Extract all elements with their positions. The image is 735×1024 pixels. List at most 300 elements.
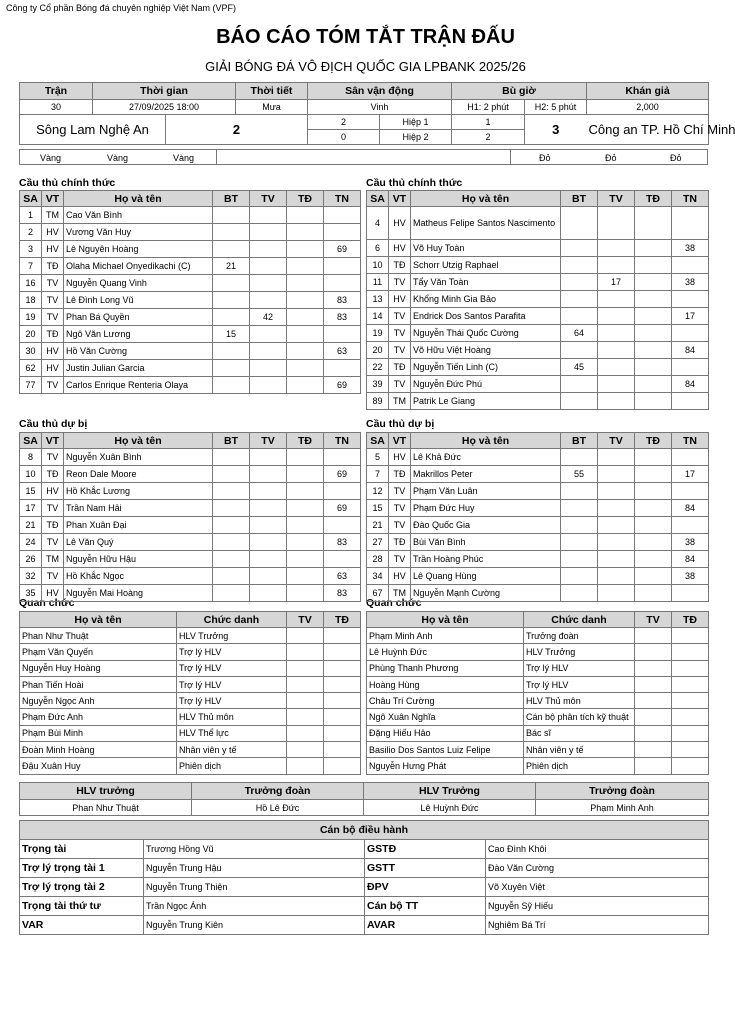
home-head-coach: Phan Như Thuật xyxy=(20,800,192,816)
col-header-red: TĐ xyxy=(287,191,324,207)
official-red xyxy=(672,742,709,758)
official-role: Trợ lý HLV xyxy=(177,693,287,709)
official-role-right: GSTĐ xyxy=(365,840,486,859)
official-name: Lê Huỳnh Đức xyxy=(367,644,524,660)
official-role: Trưởng đoàn xyxy=(524,628,635,644)
official-col-header-name: Họ và tên xyxy=(367,612,524,628)
official-name: Nguyễn Hưng Phát xyxy=(367,758,524,774)
official-yellow xyxy=(287,628,324,644)
official-name-left: Nguyễn Trung Thiện xyxy=(144,878,365,897)
home-yellow-card-1: Vàng xyxy=(40,153,62,163)
official-col-header-yellow: TV xyxy=(287,612,324,628)
player-goal xyxy=(213,292,250,309)
player-sub xyxy=(324,551,361,568)
official-name: Phan Như Thuật xyxy=(20,628,177,644)
match-officials-title: Cán bộ điều hành xyxy=(20,821,709,840)
player-row xyxy=(367,207,709,240)
official-role: Trợ lý HLV xyxy=(524,660,635,676)
official-row xyxy=(20,758,361,774)
player-name: Vương Văn Huy xyxy=(64,224,213,241)
player-position: HV xyxy=(389,240,411,257)
player-sub: 84 xyxy=(672,500,709,517)
official-red xyxy=(672,709,709,725)
player-name: Cao Văn Bình xyxy=(64,207,213,224)
player-sub xyxy=(672,359,709,376)
player-row xyxy=(20,309,361,326)
official-role: Bác sĩ xyxy=(524,725,635,741)
player-row xyxy=(20,207,361,224)
player-number: 89 xyxy=(367,393,389,410)
player-red xyxy=(635,449,672,466)
player-red xyxy=(635,585,672,602)
player-red xyxy=(287,551,324,568)
player-yellow xyxy=(250,207,287,224)
official-yellow xyxy=(287,676,324,692)
player-red xyxy=(287,500,324,517)
player-name: Nguyễn Tiến Linh (C) xyxy=(411,359,561,376)
player-sub xyxy=(672,393,709,410)
player-name: Reon Dale Moore xyxy=(64,466,213,483)
half1-label: Hiệp 1 xyxy=(380,115,452,130)
player-position: TV xyxy=(389,308,411,325)
player-yellow xyxy=(250,377,287,394)
player-number: 35 xyxy=(20,585,42,602)
col-header-position: VT xyxy=(389,191,411,207)
player-number: 17 xyxy=(20,500,42,517)
player-row xyxy=(367,483,709,500)
player-yellow xyxy=(598,534,635,551)
player-row xyxy=(367,551,709,568)
official-role: HLV Thủ môn xyxy=(524,693,635,709)
player-position: HV xyxy=(42,224,64,241)
player-goal xyxy=(561,585,598,602)
home-starters-table xyxy=(19,190,361,394)
player-row xyxy=(367,500,709,517)
player-name: Carlos Enrique Renteria Olaya xyxy=(64,377,213,394)
player-number: 30 xyxy=(20,343,42,360)
player-goal xyxy=(561,449,598,466)
official-name: Châu Trí Cường xyxy=(367,693,524,709)
player-position: TĐ xyxy=(389,257,411,274)
col-header-red: TĐ xyxy=(635,433,672,449)
player-sub: 17 xyxy=(672,466,709,483)
col-header-red: TĐ xyxy=(635,191,672,207)
official-row xyxy=(20,693,361,709)
official-row xyxy=(20,660,361,676)
official-row xyxy=(20,725,361,741)
player-name: Ngô Văn Lương xyxy=(64,326,213,343)
official-name-right: Nguyễn Sỹ Hiếu xyxy=(486,897,709,916)
away-officials-table xyxy=(366,611,709,775)
player-red xyxy=(635,308,672,325)
player-row xyxy=(367,359,709,376)
official-red xyxy=(324,709,361,725)
col-header-sub: TN xyxy=(672,433,709,449)
player-position: TV xyxy=(42,500,64,517)
home-officials-title: Quan chức xyxy=(19,597,75,609)
official-role-right: ĐPV xyxy=(365,878,486,897)
player-red xyxy=(635,483,672,500)
player-position: HV xyxy=(42,585,64,602)
away-h1-score: 1 xyxy=(452,115,525,130)
official-row xyxy=(20,709,361,725)
player-red xyxy=(287,483,324,500)
player-red xyxy=(287,207,324,224)
player-position: HV xyxy=(42,360,64,377)
player-name: Phan Bá Quyền xyxy=(64,309,213,326)
official-yellow xyxy=(635,660,672,676)
player-sub xyxy=(672,517,709,534)
player-red xyxy=(635,517,672,534)
player-yellow xyxy=(250,517,287,534)
official-col-header-role: Chức danh xyxy=(177,612,287,628)
player-name: Hồ Khắc Ngọc xyxy=(64,568,213,585)
player-name: Phạm Văn Luân xyxy=(411,483,561,500)
official-role: Nhân viên y tế xyxy=(177,742,287,758)
player-yellow xyxy=(250,500,287,517)
official-name: Phạm Văn Quyến xyxy=(20,644,177,660)
official-row xyxy=(20,742,361,758)
officials-row xyxy=(20,859,709,878)
player-goal xyxy=(213,534,250,551)
official-row xyxy=(367,725,709,741)
player-red xyxy=(635,534,672,551)
official-yellow xyxy=(635,628,672,644)
official-red xyxy=(672,758,709,774)
player-sub xyxy=(324,207,361,224)
player-sub: 83 xyxy=(324,534,361,551)
player-yellow xyxy=(250,585,287,602)
official-yellow xyxy=(635,709,672,725)
player-position: TV xyxy=(389,483,411,500)
player-number: 20 xyxy=(367,342,389,359)
player-sub: 69 xyxy=(324,377,361,394)
player-yellow xyxy=(250,258,287,275)
official-role: Phiên dịch xyxy=(177,758,287,774)
official-red xyxy=(672,660,709,676)
player-red xyxy=(287,568,324,585)
player-position: TV xyxy=(42,292,64,309)
player-goal xyxy=(213,207,250,224)
player-number: 6 xyxy=(367,240,389,257)
player-position: TV xyxy=(42,309,64,326)
match-info-table xyxy=(19,82,735,145)
player-row xyxy=(20,517,361,534)
official-name-right: Nghiêm Bá Trí xyxy=(486,916,709,935)
player-row xyxy=(20,241,361,258)
player-sub xyxy=(324,517,361,534)
player-goal xyxy=(561,517,598,534)
home-head-coach-header: HLV trưởng xyxy=(20,783,192,800)
league-subtitle: GIẢI BÓNG ĐÁ VÔ ĐỊCH QUỐC GIA LPBANK 2025/26 xyxy=(205,59,526,74)
official-name: Ngô Xuân Nghĩa xyxy=(367,709,524,725)
player-name: Tẩy Văn Toàn xyxy=(411,274,561,291)
player-red xyxy=(287,585,324,602)
player-number: 10 xyxy=(20,466,42,483)
official-role-left: Trọng tài xyxy=(20,840,144,859)
official-red xyxy=(324,628,361,644)
player-number: 77 xyxy=(20,377,42,394)
player-goal xyxy=(561,393,598,410)
player-sub: 17 xyxy=(672,308,709,325)
player-number: 34 xyxy=(367,568,389,585)
player-name: Khổng Minh Gia Bảo xyxy=(411,291,561,308)
official-yellow xyxy=(635,725,672,741)
player-name: Bùi Văn Bình xyxy=(411,534,561,551)
player-number: 26 xyxy=(20,551,42,568)
player-goal xyxy=(213,241,250,258)
player-yellow xyxy=(250,292,287,309)
official-red xyxy=(324,693,361,709)
official-yellow xyxy=(287,758,324,774)
player-red xyxy=(635,274,672,291)
official-red xyxy=(672,644,709,660)
official-name-right: Võ Xuyên Việt xyxy=(486,878,709,897)
player-name: Nguyễn Mai Hoàng xyxy=(64,585,213,602)
player-red xyxy=(287,517,324,534)
official-yellow xyxy=(635,676,672,692)
player-row xyxy=(20,568,361,585)
player-red xyxy=(635,359,672,376)
header-added-time: Bù giờ xyxy=(452,83,587,100)
player-sub: 83 xyxy=(324,585,361,602)
player-red xyxy=(287,326,324,343)
official-row xyxy=(20,628,361,644)
player-position: HV xyxy=(42,483,64,500)
official-role: HLV Trưởng xyxy=(177,628,287,644)
official-name-left: Nguyễn Trung Kiên xyxy=(144,916,365,935)
official-red xyxy=(324,742,361,758)
official-red xyxy=(672,676,709,692)
player-red xyxy=(287,377,324,394)
player-name: Olaha Michael Onyedikachi (C) xyxy=(64,258,213,275)
player-yellow xyxy=(598,359,635,376)
official-name-left: Trương Hồng Vũ xyxy=(144,840,365,859)
away-head-coach-header: HLV Trưởng xyxy=(364,783,536,800)
player-number: 21 xyxy=(367,517,389,534)
header-weather: Thời tiết xyxy=(236,83,308,100)
player-sub: 38 xyxy=(672,240,709,257)
header-match-number: Trận xyxy=(20,83,93,100)
col-header-yellow: TV xyxy=(250,433,287,449)
player-position: TV xyxy=(389,500,411,517)
player-position: HV xyxy=(389,568,411,585)
away-starters-table xyxy=(366,190,709,410)
player-number: 5 xyxy=(367,449,389,466)
player-goal xyxy=(213,360,250,377)
player-goal xyxy=(213,483,250,500)
player-sub xyxy=(672,325,709,342)
player-yellow xyxy=(598,325,635,342)
official-yellow xyxy=(287,742,324,758)
player-red xyxy=(635,342,672,359)
official-role: Phiên dịch xyxy=(524,758,635,774)
player-sub: 84 xyxy=(672,342,709,359)
player-yellow xyxy=(598,207,635,240)
home-score: 2 xyxy=(166,115,308,145)
player-sub: 69 xyxy=(324,500,361,517)
player-row xyxy=(367,449,709,466)
player-number: 16 xyxy=(20,275,42,292)
official-col-header-name: Họ và tên xyxy=(20,612,177,628)
home-subs-title: Cầu thủ dự bị xyxy=(19,418,88,430)
player-row xyxy=(20,343,361,360)
player-position: TĐ xyxy=(389,534,411,551)
col-header-position: VT xyxy=(389,433,411,449)
official-yellow xyxy=(287,660,324,676)
player-sub xyxy=(324,326,361,343)
player-yellow xyxy=(250,483,287,500)
away-h2-score: 2 xyxy=(452,130,525,145)
official-row xyxy=(367,709,709,725)
player-yellow xyxy=(598,257,635,274)
player-red xyxy=(287,309,324,326)
added-time-h2: H2: 5 phút xyxy=(525,100,587,115)
player-row xyxy=(20,500,361,517)
away-team-leader-header: Trưởng đoàn xyxy=(536,783,709,800)
official-row xyxy=(20,676,361,692)
player-yellow xyxy=(598,376,635,393)
player-row xyxy=(20,534,361,551)
player-red xyxy=(287,275,324,292)
player-name: Makrillos Peter xyxy=(411,466,561,483)
player-goal xyxy=(213,585,250,602)
player-goal xyxy=(561,291,598,308)
official-role-right: AVAR xyxy=(365,916,486,935)
player-sub xyxy=(324,224,361,241)
player-yellow xyxy=(250,360,287,377)
officials-row xyxy=(20,897,709,916)
player-name: Võ Hữu Việt Hoàng xyxy=(411,342,561,359)
player-goal xyxy=(561,257,598,274)
player-sub xyxy=(324,258,361,275)
player-position: TĐ xyxy=(42,258,64,275)
player-yellow xyxy=(598,585,635,602)
away-subs-table xyxy=(366,432,709,602)
player-number: 10 xyxy=(367,257,389,274)
player-number: 67 xyxy=(367,585,389,602)
col-header-position: VT xyxy=(42,433,64,449)
official-role-right: GSTT xyxy=(365,859,486,878)
player-sub xyxy=(324,360,361,377)
player-goal xyxy=(561,240,598,257)
player-yellow xyxy=(250,275,287,292)
home-subs-table xyxy=(19,432,361,602)
official-role: Trợ lý HLV xyxy=(177,644,287,660)
official-yellow xyxy=(635,742,672,758)
player-row xyxy=(20,551,361,568)
player-red xyxy=(635,207,672,240)
official-yellow xyxy=(635,693,672,709)
header-datetime: Thời gian xyxy=(93,83,236,100)
player-sub xyxy=(324,449,361,466)
player-goal xyxy=(561,376,598,393)
player-goal xyxy=(561,568,598,585)
player-goal xyxy=(213,551,250,568)
official-name: Đặng Hiếu Hảo xyxy=(367,725,524,741)
header-stadium: Sân vận động xyxy=(308,83,452,100)
player-row xyxy=(20,292,361,309)
player-position: TM xyxy=(42,551,64,568)
player-number: 32 xyxy=(20,568,42,585)
official-name: Nguyễn Huy Hoàng xyxy=(20,660,177,676)
player-name: Phạm Đức Huy xyxy=(411,500,561,517)
player-yellow xyxy=(250,449,287,466)
player-row xyxy=(367,568,709,585)
officials-row xyxy=(20,916,709,935)
home-team-leader: Hồ Lê Đức xyxy=(192,800,364,816)
player-name: Patrik Le Giang xyxy=(411,393,561,410)
col-header-number: SA xyxy=(367,191,389,207)
col-header-name: Họ và tên xyxy=(64,191,213,207)
player-name: Lê Đình Long Vũ xyxy=(64,292,213,309)
col-header-position: VT xyxy=(42,191,64,207)
player-name: Lê Văn Quý xyxy=(64,534,213,551)
player-name: Nguyễn Xuân Bình xyxy=(64,449,213,466)
player-yellow xyxy=(598,342,635,359)
player-red xyxy=(287,343,324,360)
player-number: 21 xyxy=(20,517,42,534)
official-row xyxy=(367,676,709,692)
added-time-h1: H1: 2 phút xyxy=(452,100,525,115)
player-goal: 55 xyxy=(561,466,598,483)
home-yellow-card-3: Vàng xyxy=(173,153,195,163)
player-yellow xyxy=(250,466,287,483)
col-header-red: TĐ xyxy=(287,433,324,449)
col-header-goal: BT xyxy=(561,191,598,207)
player-row xyxy=(20,360,361,377)
away-red-card-1: Đỏ xyxy=(539,153,551,163)
player-yellow xyxy=(598,517,635,534)
player-number: 3 xyxy=(20,241,42,258)
player-goal xyxy=(213,466,250,483)
match-weather: Mưa xyxy=(236,100,308,115)
official-yellow xyxy=(635,644,672,660)
player-sub xyxy=(672,207,709,240)
player-sub: 38 xyxy=(672,274,709,291)
official-name-right: Cao Đình Khôi xyxy=(486,840,709,859)
official-role-left: Trọng tài thứ tư xyxy=(20,897,144,916)
player-yellow xyxy=(250,326,287,343)
player-red xyxy=(635,551,672,568)
official-row xyxy=(367,742,709,758)
officials-row xyxy=(20,840,709,859)
player-name: Nguyễn Hữu Hậu xyxy=(64,551,213,568)
player-number: 7 xyxy=(20,258,42,275)
player-number: 8 xyxy=(20,449,42,466)
official-role: HLV Thể lực xyxy=(177,725,287,741)
away-red-card-2: Đỏ xyxy=(605,153,617,163)
player-row xyxy=(20,466,361,483)
home-team-name: Sông Lam Nghệ An xyxy=(20,115,166,145)
player-yellow xyxy=(598,466,635,483)
player-red xyxy=(287,241,324,258)
player-name: Trần Nam Hải xyxy=(64,500,213,517)
player-row xyxy=(367,585,709,602)
player-name: Hồ Khắc Lương xyxy=(64,483,213,500)
official-red xyxy=(672,725,709,741)
official-yellow xyxy=(287,693,324,709)
player-yellow xyxy=(250,241,287,258)
player-red xyxy=(287,360,324,377)
player-number: 14 xyxy=(367,308,389,325)
player-goal xyxy=(213,449,250,466)
player-row xyxy=(367,466,709,483)
player-red xyxy=(635,376,672,393)
official-row xyxy=(367,644,709,660)
player-name: Hồ Văn Cường xyxy=(64,343,213,360)
col-header-name: Họ và tên xyxy=(64,433,213,449)
